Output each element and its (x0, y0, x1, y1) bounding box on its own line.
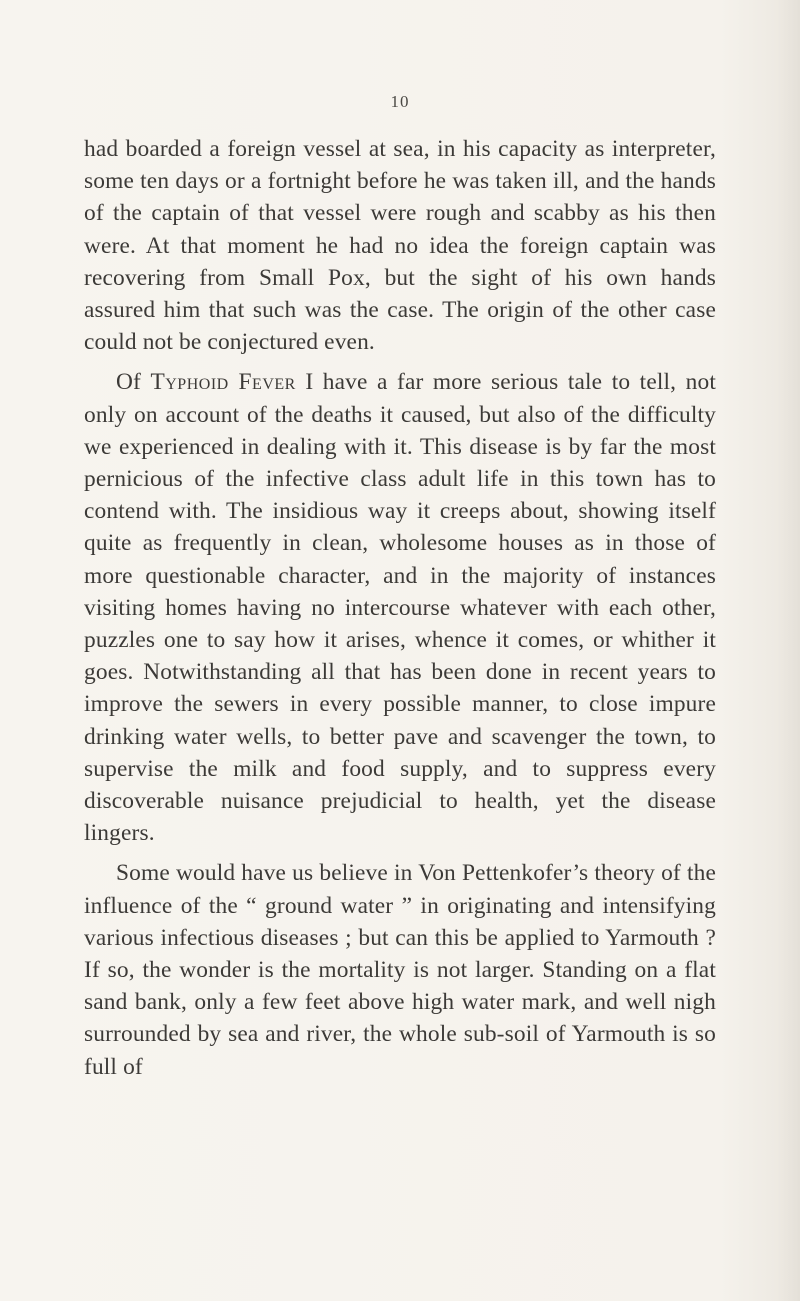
page-number: 10 (390, 92, 410, 111)
paragraph-2 (84, 366, 716, 849)
paragraph-3: Some would have us believe in Von Pettenkofer’s theory of the influence of the “ ground water ” in originating and intensifying various infectious diseases ; but can this be applied to Yarmouth ? If so, the wonder is the mortality is not larger. Standing on a flat sand bank, only a few feet above high water mark, and well nigh surrounded by sea and river, the whole sub-soil of Yarmouth is so full of (84, 860, 716, 1080)
typhoid-fever-heading: Typhoid Fever (150, 369, 296, 396)
paragraph-2-lead: Of (116, 369, 151, 396)
paragraph-2-rest: I have a far more serious tale to tell, not only on account of the deaths it caused, but also of the difficulty we experienced in dealing with it. This disease is by far the most pernicious of the infective class adult life in this town has to contend with. The insidious way it creeps about, showing itself quite as frequently in clean, wholesome houses as in those of more questionable character, and in the majority of instances visiting homes having no intercourse whatever with each other, puzzles one to say how it arises, whence it comes, or whither it goes. Notwithstanding all that has been done in recent years to improve the sewers in every possible manner, to close impure drinking water wells, to better pave and scavenger the town, to supervise the milk and food supply, and to suppress every discoverable nuisance prejudicial to health, yet the disease lingers. (84, 369, 716, 847)
body-text (84, 133, 716, 1083)
paragraph-1: had boarded a foreign vessel at sea, in his capacity as interpreter, some ten days or a fortnight before he was taken ill, and the hands of the captain of that vessel were rough and scabby as his then were. At that moment he had no idea the foreign captain was recovering from Small Pox, but the sight of his own hands assured him that such was the case. The origin of the other case could not be conjectured even. (84, 136, 716, 356)
